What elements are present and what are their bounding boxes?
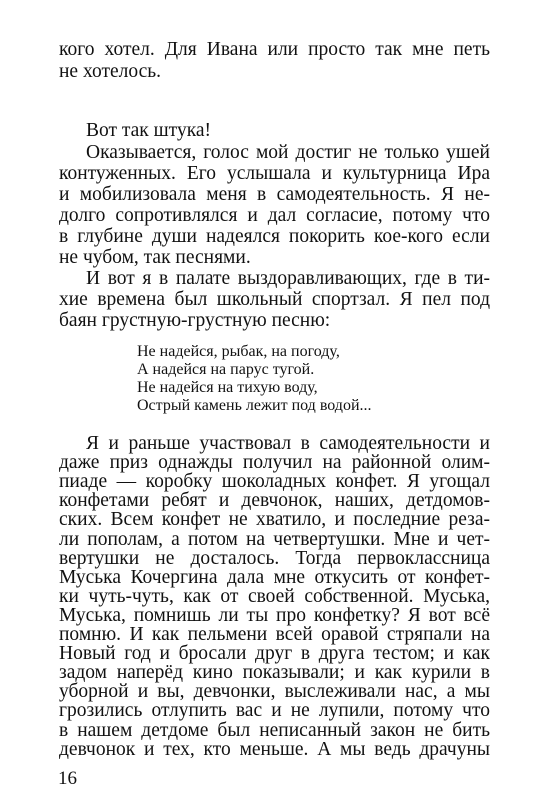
text-line: кого хотел. Для Ивана или просто так мне петь <box>59 39 490 60</box>
text-line: долго сопротивлялся и дал согласие, потому что <box>59 205 490 226</box>
text-line: в нашем детдоме был неписанный закон не бить <box>59 719 490 741</box>
text-line: ских. Всем конфет не хватило, и последние реза- <box>59 509 490 531</box>
text-line: уборной и вы, девчонки, выслеживали нас, а мы <box>59 681 490 703</box>
text-line: вертушки не досталось. Тогда первоклассница <box>59 547 490 569</box>
text-line: Я и раньше участвовал в самодеятельности и <box>86 433 490 454</box>
verse-line: А надейся на парус тугой. <box>137 361 315 378</box>
text-line: ли пополам, а потом на четвертушки. Мне и чет- <box>59 528 490 550</box>
text-line: задом наперёд кино показывали; и как курили в <box>59 662 490 684</box>
text-line: в глубине души надеялся покорить кое-кого если <box>59 226 490 247</box>
text-line: помню. И как пельмени всей оравой стряпали на <box>59 624 490 645</box>
text-line: И вот я в палате выздоравливающих, где в ти- <box>86 268 490 289</box>
text-line: пиаде — коробку шоколадных конфет. Я угощал <box>59 471 490 493</box>
text-line: Оказывается, голос мой достиг не только ушей <box>86 142 490 163</box>
text-line: не хотелось. <box>59 61 162 82</box>
verse-line: Не надейся, рыбак, на погоду, <box>137 343 340 360</box>
verse-line: Острый камень лежит под водой... <box>137 397 372 414</box>
text-line: не чубом, так песнями. <box>59 247 251 268</box>
text-line: и мобилизовала меня в самодеятельность. Я не- <box>59 184 490 205</box>
text-line: баян грустную-грустную песню: <box>59 310 331 331</box>
verse-line: Не надейся на тихую воду, <box>137 379 318 396</box>
text-line: хие времена был школьный спортзал. Я пел под <box>59 289 490 310</box>
text-line: контуженных. Его услышала и культурница Ира <box>59 163 490 184</box>
text-line: девчонок и тех, кто меньше. А мы ведь драчуны <box>59 738 490 760</box>
text-line: Вот так штука! <box>86 120 212 141</box>
text-line: конфетами ребят и девчонок, наших, детдомов- <box>59 490 490 512</box>
text-line: Новый год и бросали друг в друга тестом; и как <box>59 643 490 665</box>
text-line: Муська, помнишь ли ты про конфетку? Я вот всё <box>59 604 490 626</box>
page-number: 16 <box>58 767 77 789</box>
text-line: даже приз однажды получил на районной олим- <box>59 452 490 474</box>
text-line: Муська Кочергина дала мне откусить от конфет- <box>59 566 490 588</box>
text-line: ки чуть-чуть, как от своей собственной. Муська, <box>59 585 490 607</box>
text-line: грозились отлупить вас и не лупили, потому что <box>59 700 490 722</box>
